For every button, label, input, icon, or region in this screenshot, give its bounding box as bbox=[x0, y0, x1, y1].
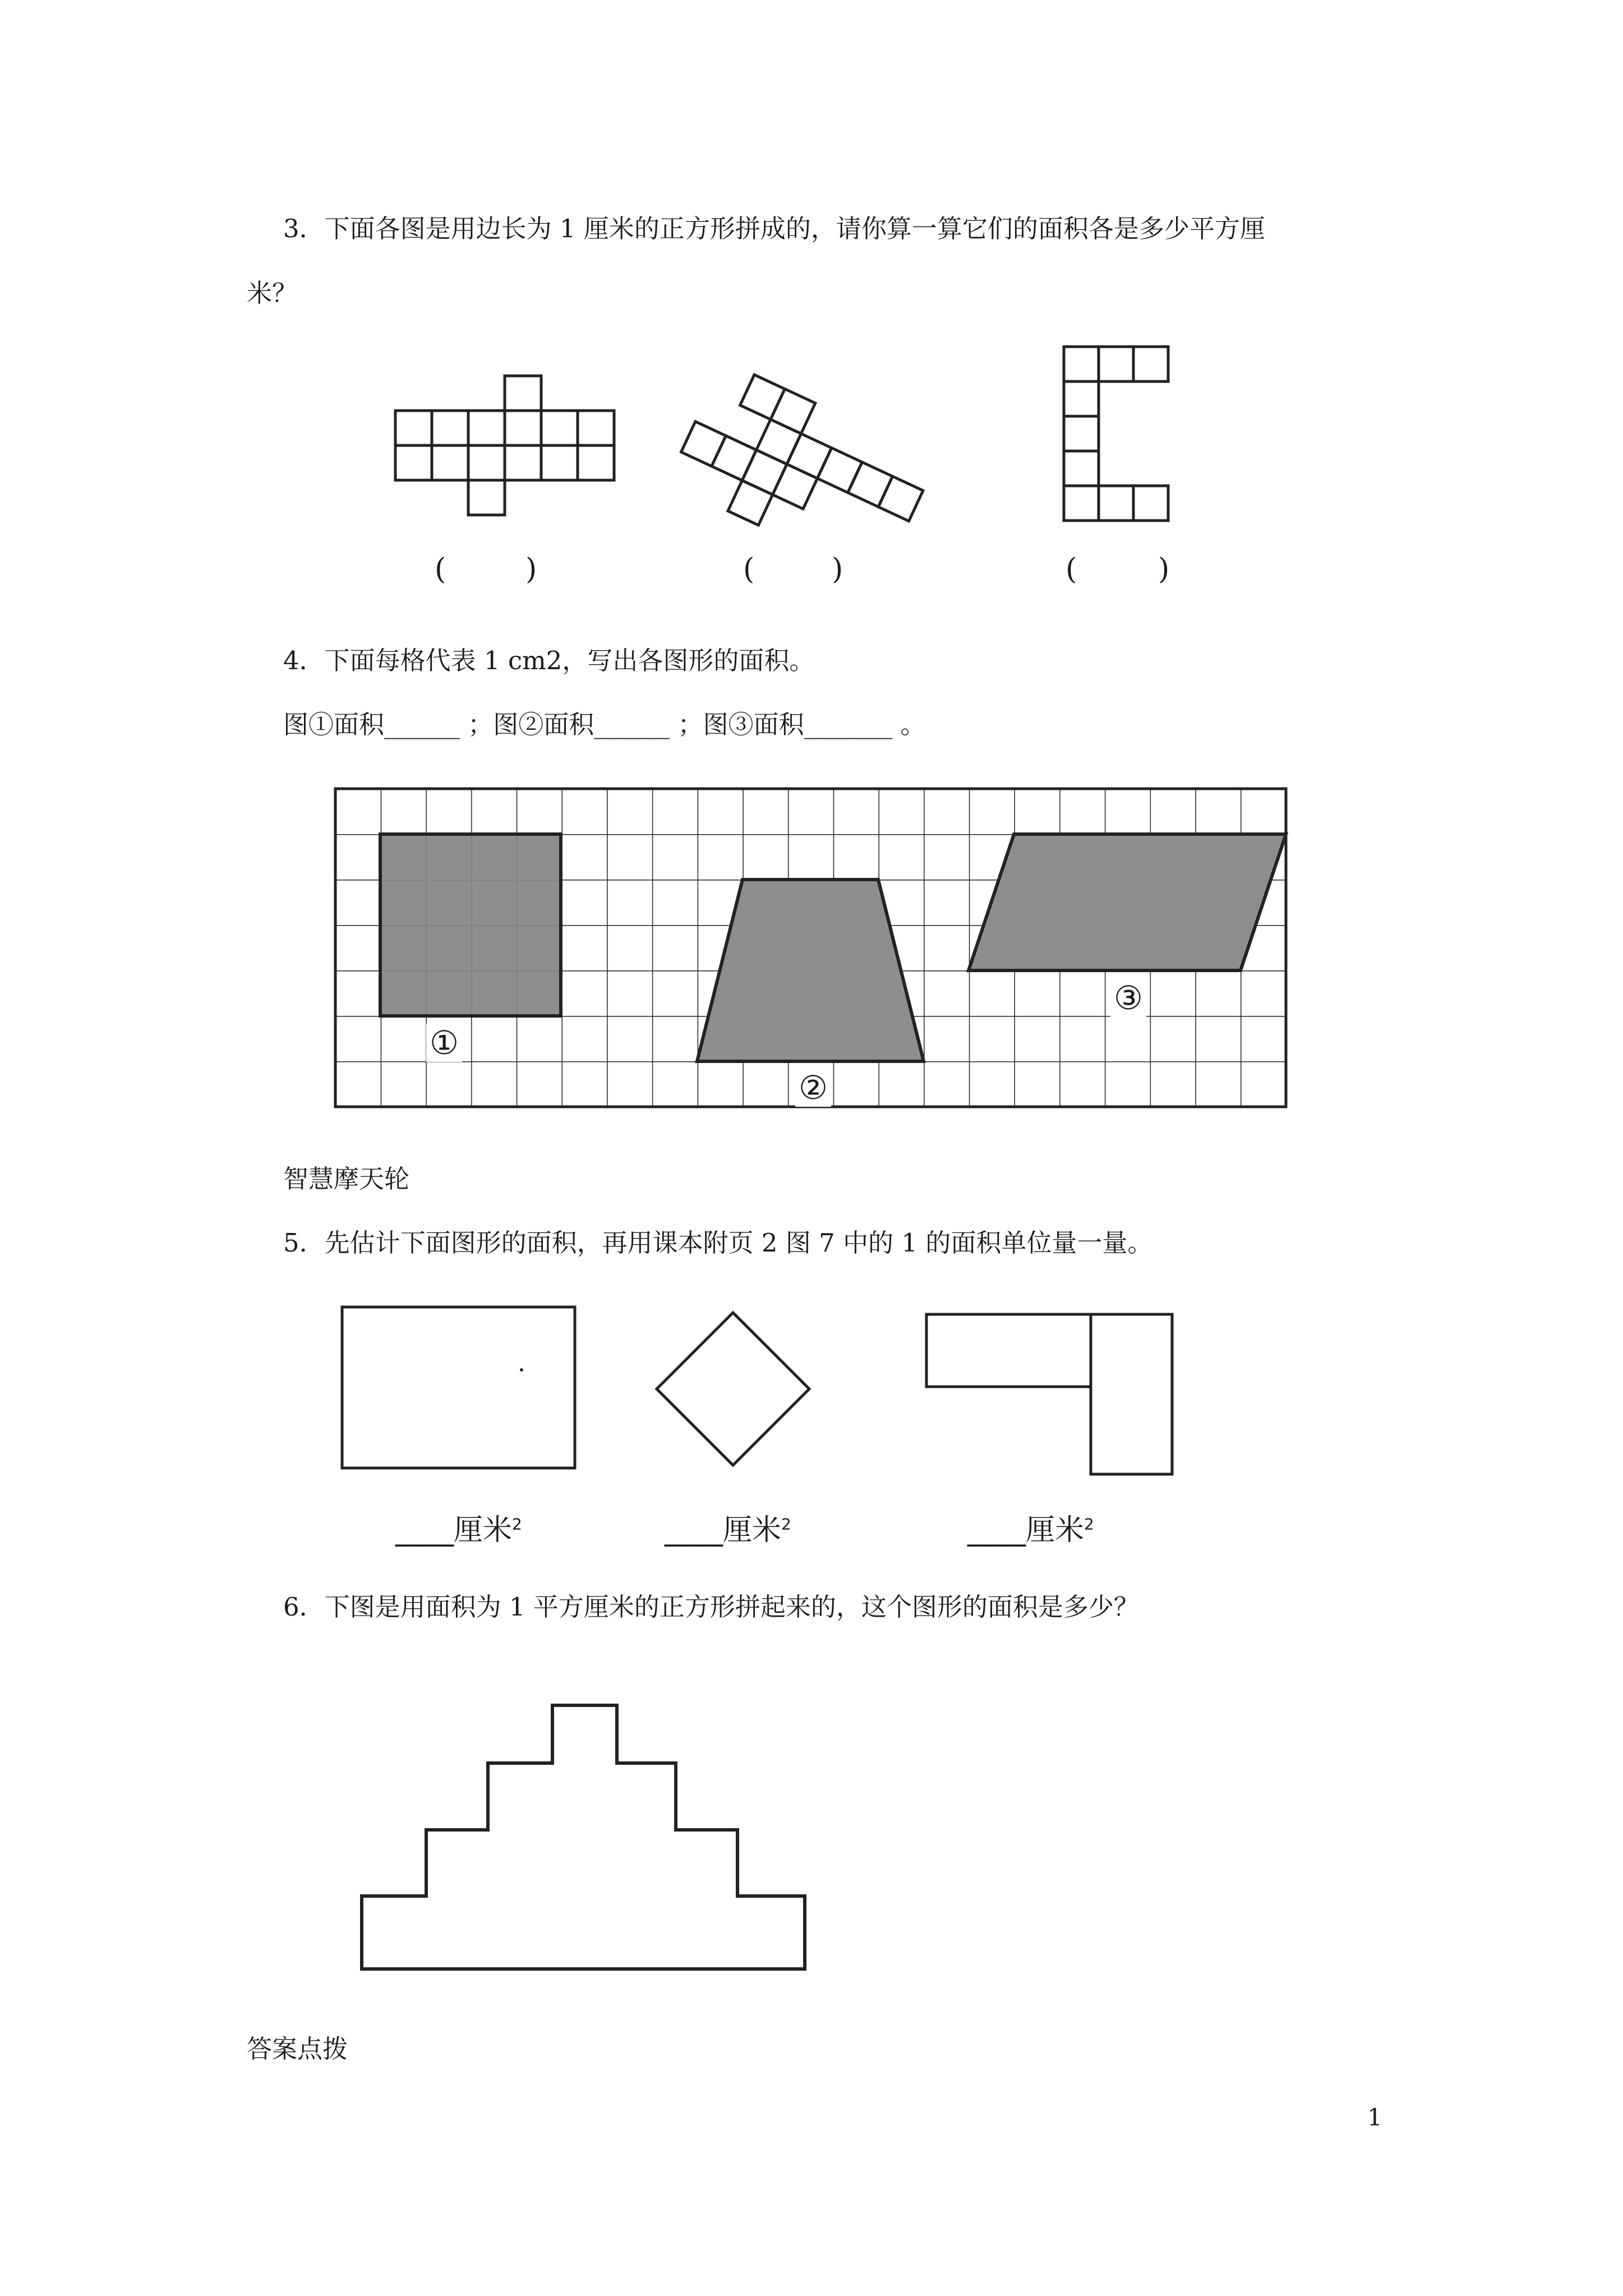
q4-label-3: ③ bbox=[1110, 979, 1146, 1017]
q5-unit-sup-1: 2 bbox=[512, 1515, 522, 1534]
answer-title: 答案点拨 bbox=[247, 2034, 348, 2064]
q3-paren-left-3: ( bbox=[1066, 553, 1077, 586]
q3-paren-right-2: ) bbox=[832, 553, 843, 586]
q5-unit-1: 厘米 bbox=[454, 1513, 513, 1547]
section-title: 智慧摩天轮 bbox=[283, 1164, 410, 1194]
q3-text-line2: 米？ bbox=[247, 278, 298, 308]
q3-paren-left-1: ( bbox=[435, 553, 446, 586]
q4-label-2: ② bbox=[795, 1069, 831, 1107]
q3-paren-right-3: ) bbox=[1158, 553, 1170, 586]
q5-unit-sup-3: 2 bbox=[1084, 1515, 1094, 1534]
q5-unit-2: 厘米 bbox=[723, 1513, 782, 1547]
q5-blank-1: ____ bbox=[395, 1513, 454, 1547]
page-number: 1 bbox=[1367, 2104, 1382, 2131]
q6-staircase-shape bbox=[362, 1705, 805, 1969]
q4-fill-line: 图①面积______ ；图②面积______ ；图③面积_______ 。 bbox=[283, 710, 926, 739]
q5-unit-sup-2: 2 bbox=[781, 1515, 791, 1534]
q3-paren-left-2: ( bbox=[743, 553, 755, 586]
q5-blank-2: ____ bbox=[665, 1513, 723, 1547]
q5-title: 5．先估计下面图形的面积，再用课本附页 2 图 7 中的 1 的面积单位量一量。 bbox=[283, 1228, 1153, 1258]
q6-title: 6．下图是用面积为 1 平方厘米的正方形拼起来的，这个图形的面积是多少？ bbox=[283, 1592, 1139, 1622]
q5-unit-3: 厘米 bbox=[1026, 1513, 1085, 1547]
q4-title: 4．下面每格代表 1 cm2，写出各图形的面积。 bbox=[283, 646, 815, 675]
q3-paren-right-1: ) bbox=[525, 553, 537, 586]
q4-label-1: ① bbox=[426, 1024, 462, 1062]
q5-blank-3: ____ bbox=[967, 1513, 1026, 1547]
q3-text-line1: 3．下面各图是用边长为 1 厘米的正方形拼成的，请你算一算它们的面积各是多少平方厘 bbox=[283, 214, 1265, 243]
